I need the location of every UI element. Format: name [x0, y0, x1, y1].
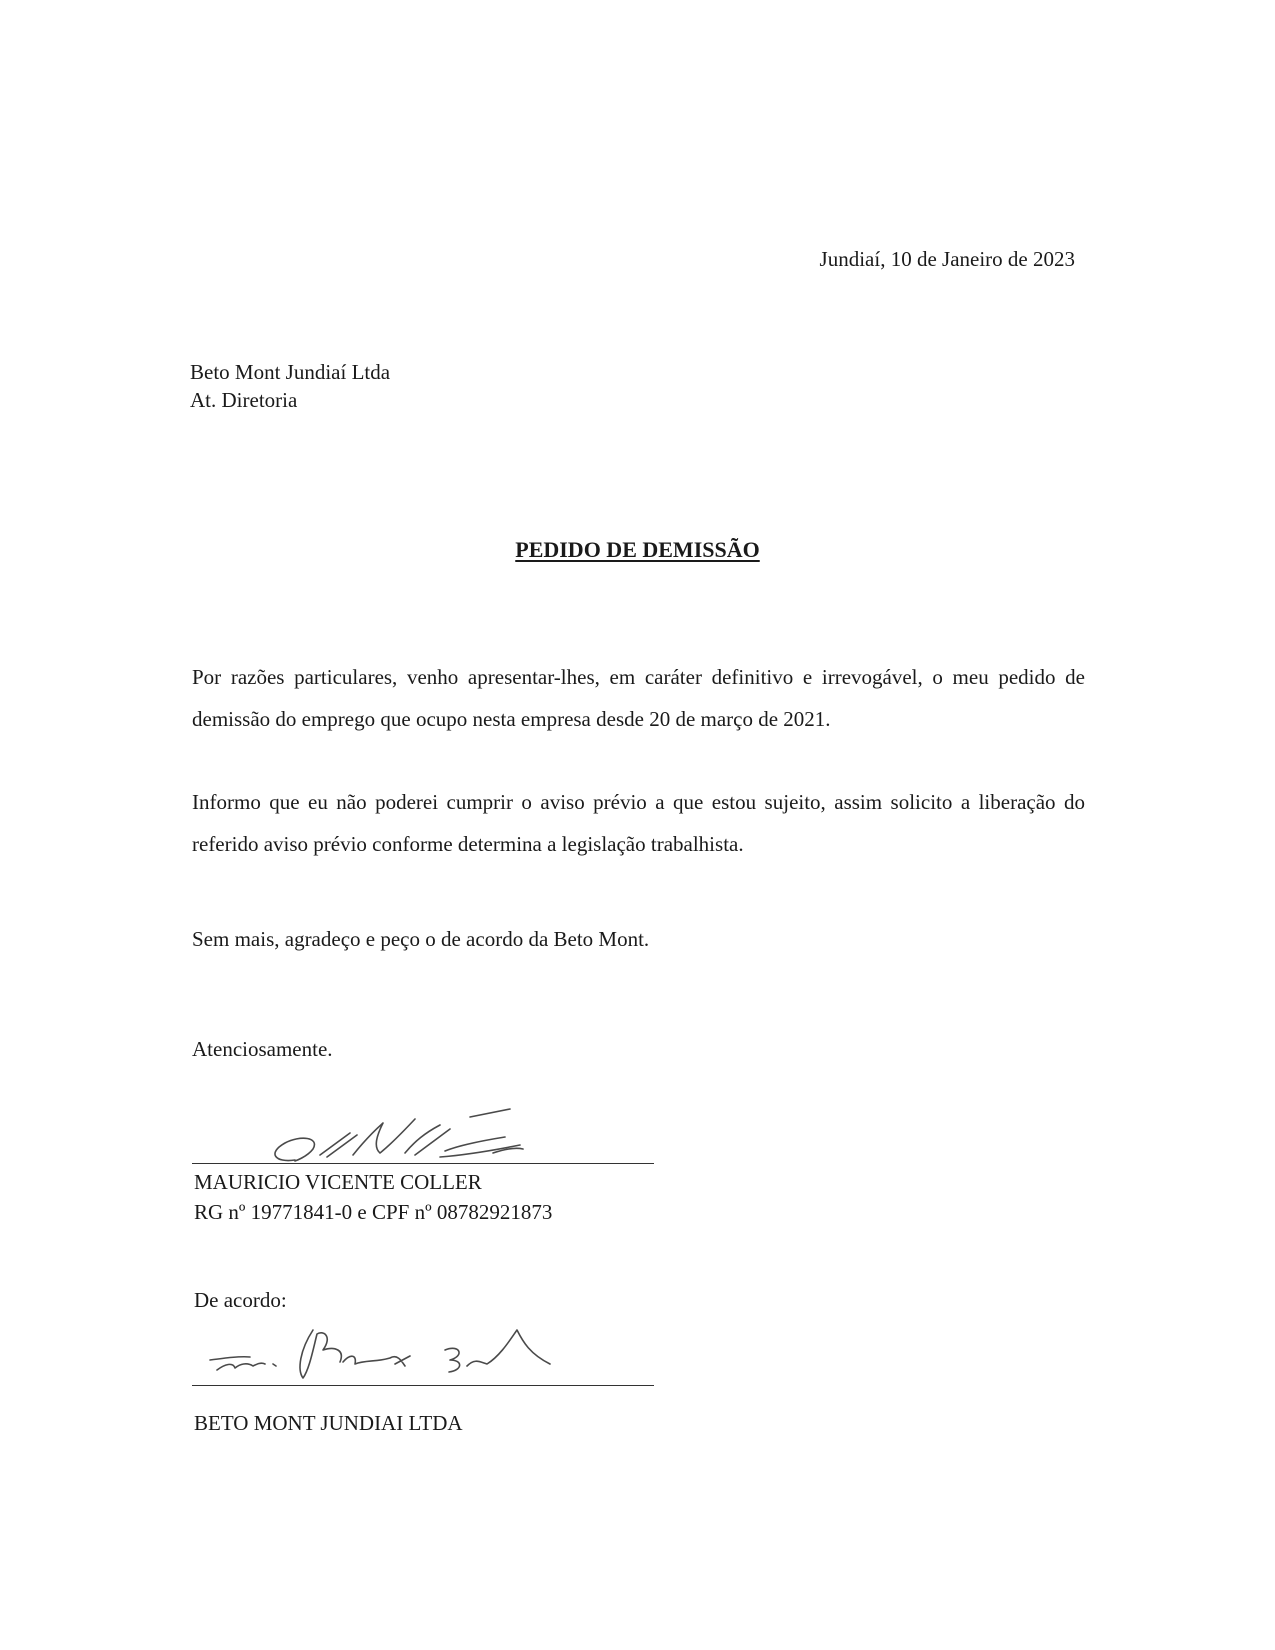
letter-title: PEDIDO DE DEMISSÃO [515, 537, 760, 562]
company-name: BETO MONT JUNDIAI LTDA [194, 1411, 463, 1435]
employee-signature-icon [265, 1105, 555, 1175]
employee-ids: RG nº 19771841-0 e CPF nº 08782921873 [194, 1200, 553, 1224]
closing-text: Atenciosamente. [192, 1037, 333, 1061]
paragraph-thanks: Sem mais, agradeço e peço o de acordo da Beto Mont. [192, 927, 650, 951]
paragraph-reason: Por razões particulares, venho apresentar-lhes, em caráter definitivo e irrevogável, o meu pedido de demissão do emprego que ocupo nesta empresa desde 20 de março de 2021. [192, 665, 1085, 731]
employee-signature-line [192, 1163, 654, 1164]
recipient-attention: At. Diretoria [190, 388, 298, 412]
agreement-label: De acordo: [194, 1288, 287, 1312]
employee-name: MAURICIO VICENTE COLLER [194, 1170, 482, 1194]
company-signature-line [192, 1385, 654, 1386]
recipient-company: Beto Mont Jundiaí Ltda [190, 360, 391, 384]
company-signature-icon [205, 1320, 555, 1390]
paragraph-notice: Informo que eu não poderei cumprir o aviso prévio a que estou sujeito, assim solicito a liberação do referido aviso prévio conforme determina a legislação trabalhista. [192, 790, 1085, 856]
date-line: Jundiaí, 10 de Janeiro de 2023 [819, 247, 1075, 271]
recipient-block [190, 358, 390, 414]
